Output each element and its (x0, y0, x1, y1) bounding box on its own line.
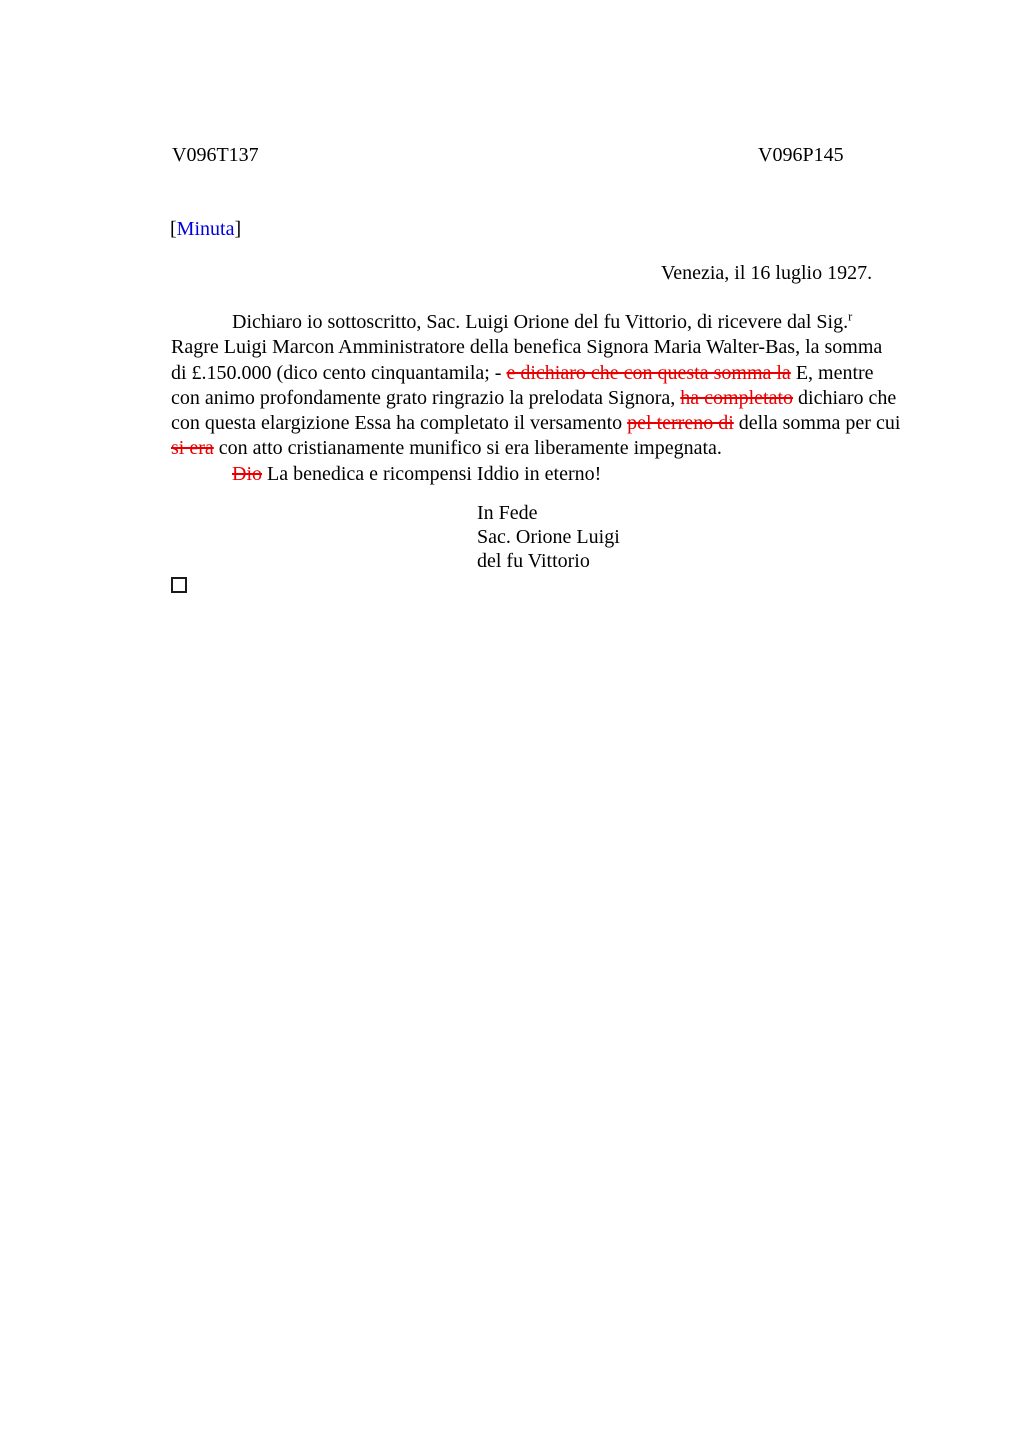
body-line (171, 386, 900, 411)
body-text: con animo profondamente grato ringrazio la prelodata Signora, (171, 386, 681, 409)
body-line (171, 361, 900, 386)
body-text: dichiaro che (793, 386, 897, 409)
deleted-text: e dichiaro che con questa somma la (506, 361, 791, 384)
body-text: di £.150.000 (dico cento cinquantamila; - (171, 361, 507, 384)
minuta-bracket-open: [ (170, 218, 177, 240)
minuta-bracket-close: ] (234, 218, 242, 240)
body-line (171, 310, 900, 335)
deleted-text: si era (171, 437, 214, 460)
body-line (171, 411, 900, 436)
signature-block (477, 501, 620, 573)
closing-line: In Fede (477, 502, 538, 524)
empty-square-glyph (171, 577, 187, 593)
closing-line: del fu Vittorio (477, 550, 590, 572)
body-text: E, mentre (790, 361, 874, 384)
doc-code-right: V096P145 (758, 144, 844, 166)
deleted-text: Dio (232, 462, 262, 485)
body-line (171, 335, 900, 360)
body-text: La benedica e ricompensi Iddio in eterno! (262, 462, 602, 485)
superscript-r: r (848, 309, 853, 324)
deleted-text: ha completato (680, 386, 794, 409)
body-text: con questa elargizione Essa ha completato il versamento (171, 412, 628, 435)
dateline: Venezia, il 16 luglio 1927. (661, 262, 873, 284)
body-text: Ragre Luigi Marcon Amministratore della benefica Signora Maria Walter-Bas, la somma (171, 336, 883, 359)
body-line (171, 462, 900, 487)
body-text: con atto cristianamente munifico si era liberamente impegnata. (213, 437, 722, 460)
closing-line: Sac. Orione Luigi (477, 526, 620, 548)
minuta-tag (170, 218, 241, 241)
letter-body (171, 310, 900, 487)
body-line (171, 436, 900, 461)
minuta-link[interactable]: Minuta (176, 218, 235, 240)
deleted-text: pel terreno di (627, 412, 734, 435)
doc-code-left: V096T137 (172, 144, 259, 166)
body-text: Dichiaro io sottoscritto, Sac. Luigi Orione del fu Vittorio, di ricevere dal Sig. (232, 311, 849, 333)
body-text: della somma per cui (733, 412, 901, 435)
